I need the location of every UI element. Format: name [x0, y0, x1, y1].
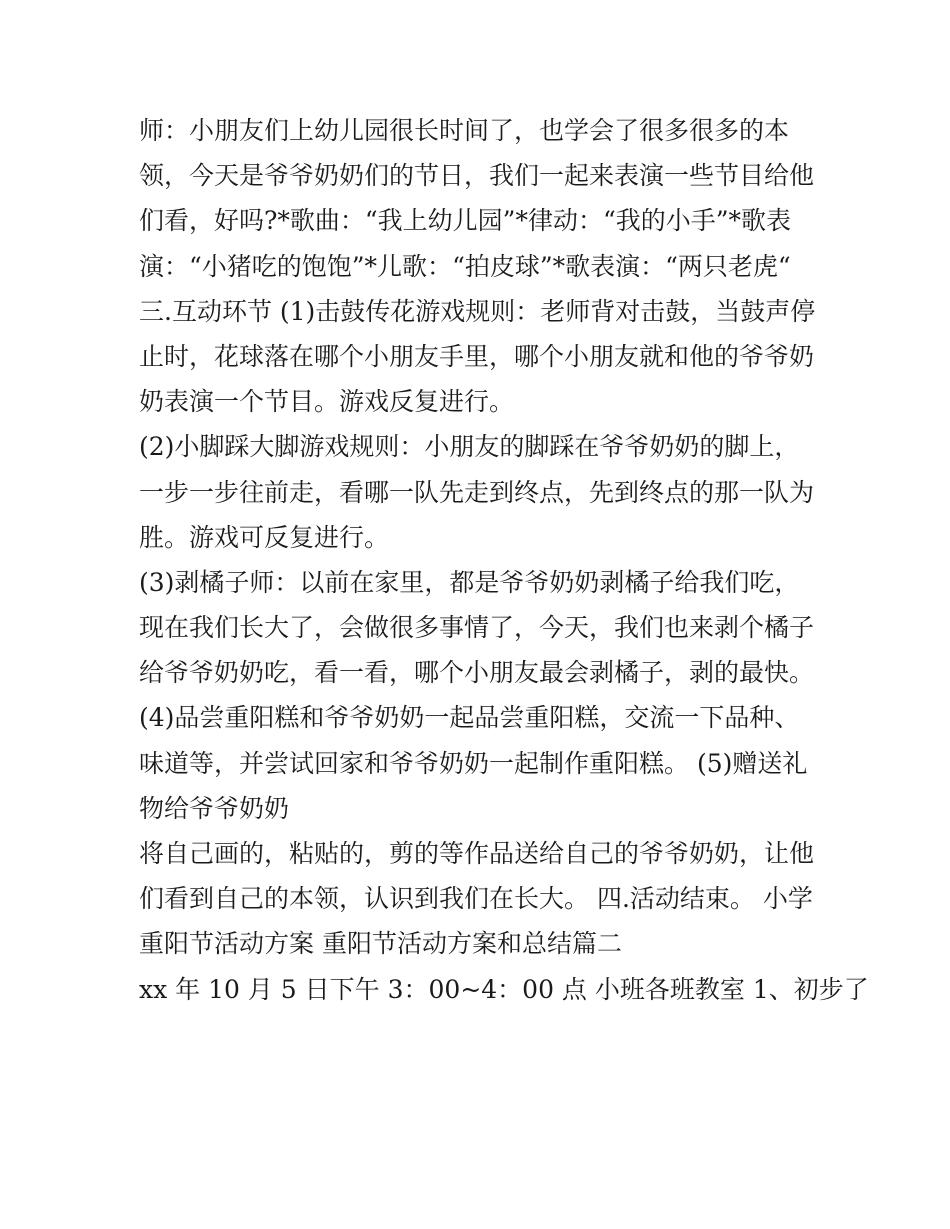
text-line-10: 胜。游戏可反复进行。 [139, 522, 390, 552]
text-line-13: 给爷爷奶奶吃，看一看，哪个小朋友最会剥橘子，剥的最快。 [139, 658, 815, 688]
text-line-4: 演：“小猪吃的饱饱”*儿歌：“拍皮球”*歌表演：“两只老虎“ [139, 251, 791, 281]
text-line-7: 奶表演一个节目。游戏反复进行。 [139, 387, 515, 417]
text-line-11: (3)剥橘子师：以前在家里，都是爷爷奶奶剥橘子给我们吃， [139, 567, 800, 597]
text-line-2: 领，今天是爷爷奶奶们的节日，我们一起来表演一些节目给他 [139, 161, 815, 191]
text-line-18: 们看到自己的本领，认识到我们在长大。 四.活动结束。 小学 [139, 884, 813, 914]
text-line-8: (2)小脚踩大脚游戏规则：小朋友的脚踩在爷爷奶奶的脚上， [139, 432, 800, 462]
text-line-14: (4)品尝重阳糕和爷爷奶奶一起品尝重阳糕，交流一下品种、 [139, 703, 800, 733]
text-line-1: 师：小朋友们上幼儿园很长时间了，也学会了很多很多的本 [139, 116, 790, 145]
text-line-12: 现在我们长大了，会做很多事情了，今天，我们也来剥个橘子 [139, 613, 815, 643]
text-line-16: 物给爷爷奶奶 [139, 793, 290, 823]
text-line-20: xx 年 10 月 5 日下午 3：00~4：00 点 小班各班教室 1、初步了 [139, 974, 869, 1004]
body-text [139, 108, 869, 1012]
text-line-6: 止时，花球落在哪个小朋友手里，哪个小朋友就和他的爷爷奶 [139, 341, 815, 371]
text-line-15: 味道等，并尝试回家和爷爷奶奶一起制作重阳糕。 (5)赠送礼 [139, 748, 808, 778]
text-line-9: 一步一步往前走，看哪一队先走到终点，先到终点的那一队为 [139, 477, 815, 507]
text-line-5: 三.互动环节 (1)击鼓传花游戏规则：老师背对击鼓，当鼓声停 [139, 296, 816, 326]
text-line-3: 们看，好吗?*歌曲：“我上幼儿园”*律动：“我的小手”*歌表 [139, 206, 792, 236]
text-line-17: 将自己画的，粘贴的，剪的等作品送给自己的爷爷奶奶，让他 [139, 839, 815, 868]
text-line-19: 重阳节活动方案 重阳节活动方案和总结篇二 [139, 929, 622, 959]
